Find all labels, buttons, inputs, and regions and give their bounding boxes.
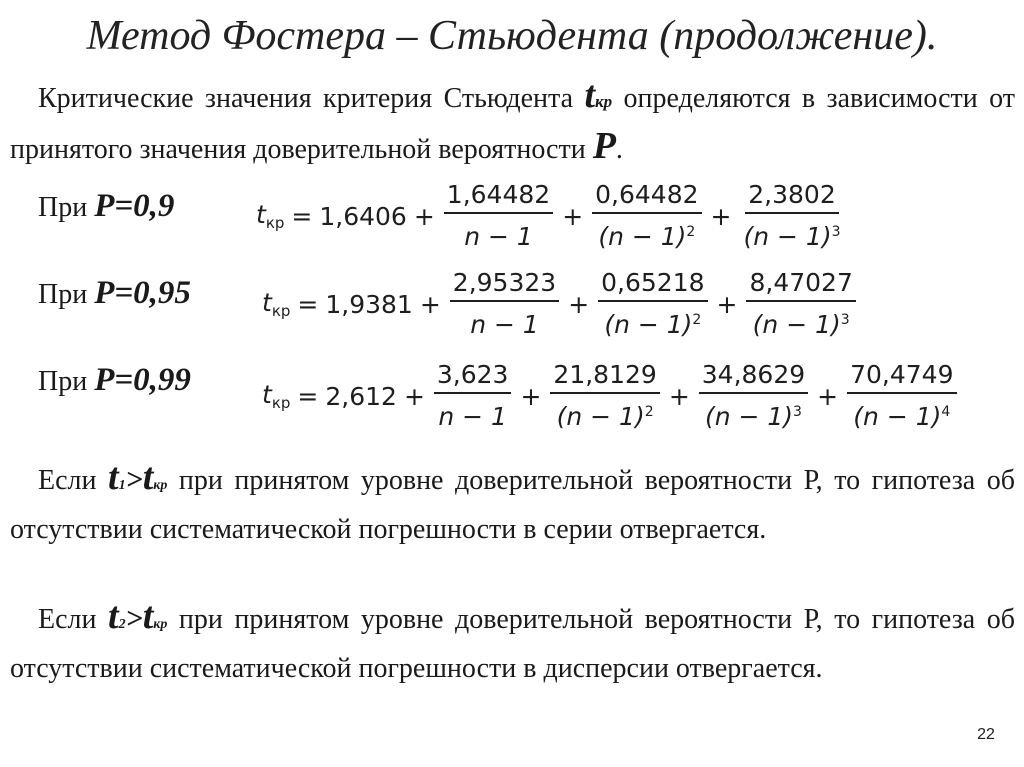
plus-sign: + bbox=[817, 381, 839, 411]
slide-title: Метод Фостера – Стьюдента (продолжение). bbox=[86, 13, 938, 59]
conclusion-paragraph-1 bbox=[10, 455, 1015, 552]
case-label-text: При bbox=[38, 366, 95, 397]
t-critical-symbol: t bbox=[142, 595, 154, 637]
t-critical-subscript: кр bbox=[153, 478, 168, 493]
t-stat-symbol: t bbox=[108, 456, 119, 498]
equals-sign: = bbox=[291, 201, 313, 231]
equals-sign: = bbox=[297, 381, 319, 411]
t-stat-subscript: 2 bbox=[118, 617, 126, 632]
page-number: 22 bbox=[977, 726, 995, 743]
intro-before: Критические значения критерия Стьюдента bbox=[38, 83, 585, 114]
case-label-text: При bbox=[38, 279, 95, 310]
fraction-term: $\frac{21,8129}{(n - 1)^2}$ bbox=[550, 361, 659, 431]
fraction-term: $\frac{2,3802}{(n - 1)^3}$ bbox=[743, 180, 841, 251]
intro-end: . bbox=[615, 134, 623, 165]
plus-sign: + bbox=[668, 381, 690, 411]
fraction-term: $\frac{0,65218}{(n - 1)^2}$ bbox=[598, 269, 707, 339]
plus-sign: + bbox=[520, 381, 542, 411]
intro-paragraph bbox=[10, 73, 1015, 172]
t-critical-subscript: кр bbox=[595, 92, 613, 111]
greater-than-sign: > bbox=[125, 463, 143, 496]
case-label-1 bbox=[38, 186, 174, 228]
t-critical-symbol: t bbox=[142, 456, 154, 498]
fraction-term: $\frac{8,47027}{(n - 1)^3}$ bbox=[746, 269, 855, 339]
formula-1 bbox=[256, 181, 846, 251]
case-label-text: При bbox=[38, 192, 95, 223]
plus-sign: + bbox=[419, 289, 441, 319]
formula-constant: 1,9381 bbox=[325, 289, 413, 319]
conclusion-lead: Если bbox=[38, 465, 109, 496]
case-p-value: P=0,95 bbox=[94, 275, 191, 311]
formula-lhs: $t_{кр}$ bbox=[262, 288, 291, 320]
plus-sign: + bbox=[403, 381, 425, 411]
plus-sign: + bbox=[413, 201, 435, 231]
case-p-value: P=0,99 bbox=[94, 362, 191, 398]
plus-sign: + bbox=[568, 289, 590, 319]
formula-3 bbox=[262, 361, 959, 431]
fraction-term: $\frac{3,623}{n - 1}$ bbox=[434, 361, 512, 431]
case-label-2 bbox=[38, 273, 191, 315]
conclusion-paragraph-2 bbox=[10, 594, 1015, 691]
case-p-value: P=0,9 bbox=[94, 188, 175, 224]
plus-sign: + bbox=[716, 289, 738, 319]
plus-sign: + bbox=[710, 201, 732, 231]
formula-2 bbox=[262, 269, 858, 339]
fraction-term: $\frac{2,95323}{n - 1}$ bbox=[450, 269, 559, 339]
p-symbol: P bbox=[592, 125, 616, 167]
formula-lhs: $t_{кр}$ bbox=[256, 200, 285, 232]
fraction-term: $\frac{34,8629}{(n - 1)^3}$ bbox=[699, 361, 808, 431]
formula-constant: 2,612 bbox=[325, 381, 397, 411]
t-stat-subscript: 1 bbox=[118, 478, 126, 493]
fraction-term: $\frac{1,64482}{n - 1}$ bbox=[444, 181, 553, 251]
t-stat-symbol: t bbox=[108, 595, 119, 637]
formula-constant: 1,6406 bbox=[319, 201, 407, 231]
conclusion-text: при принятом уровне доверительной вероятности Р, то гипотеза об отсутствии систематической погрешности в дисперсии отвергается. bbox=[10, 604, 1015, 684]
plus-sign: + bbox=[562, 201, 584, 231]
greater-than-sign: > bbox=[125, 602, 143, 635]
conclusion-lead: Если bbox=[38, 604, 109, 635]
fraction-term: $\frac{70,4749}{(n - 1)^4}$ bbox=[847, 361, 956, 431]
formula-lhs: $t_{кр}$ bbox=[262, 380, 291, 412]
fraction-term: $\frac{0,64482}{(n - 1)^2}$ bbox=[592, 181, 701, 251]
t-critical-symbol: t bbox=[584, 74, 595, 116]
conclusion-text: при принятом уровне доверительной вероятности Р, то гипотеза об отсутствии систематической погрешности в серии отвергается. bbox=[10, 465, 1015, 545]
case-label-3 bbox=[38, 360, 191, 402]
equals-sign: = bbox=[297, 289, 319, 319]
intro-middle: определяются в зависимости от принятого значения доверительной вероятности bbox=[10, 83, 1015, 165]
t-critical-subscript: кр bbox=[153, 617, 168, 632]
